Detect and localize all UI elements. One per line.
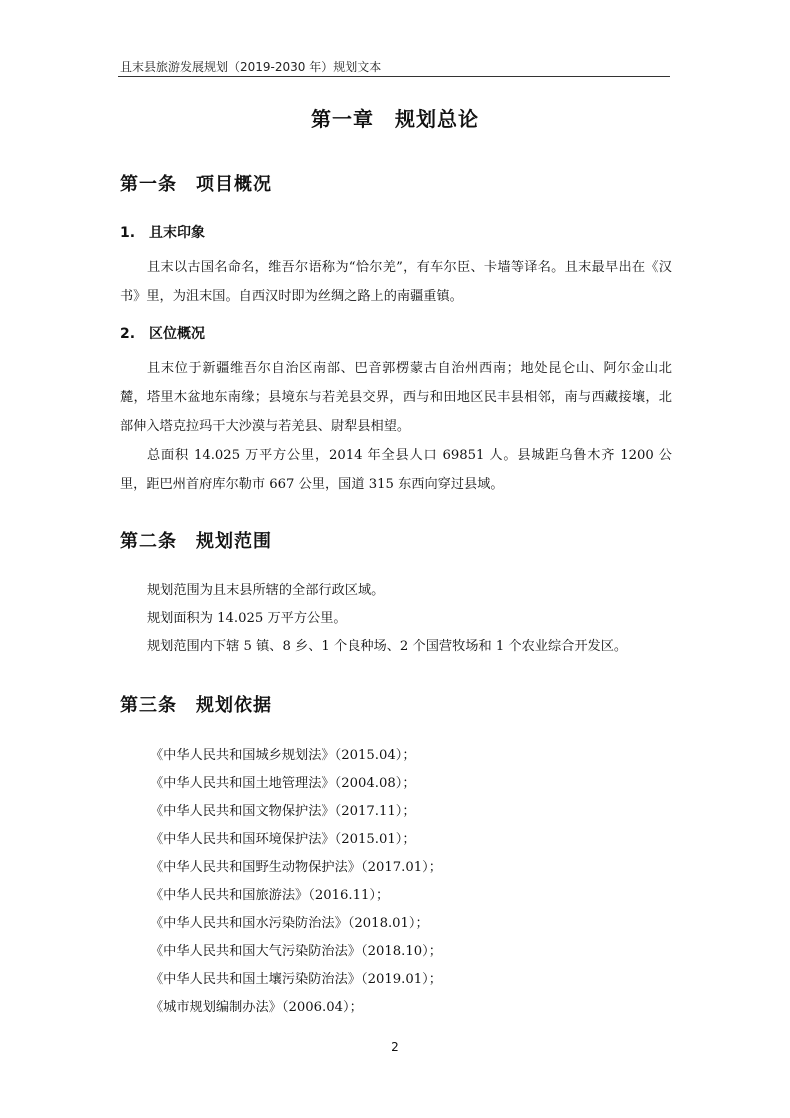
scope-line: 规划范围为且末县所辖的全部行政区域。 xyxy=(147,583,385,598)
section-2-paragraph-2: 总面积 14.025 万平方公里，2014 年全县人口 69851 人。县城距乌鲁木齐 1200 公里，距巴州首府库尔勒市 667 公里，国道 315 东西向穿过县域。 xyxy=(120,448,672,492)
law-item: 《中华人民共和国野生动物保护法》（2017.01）； xyxy=(150,860,442,875)
running-header: 且末县旅游发展规划（2019-2030 年）规划文本 xyxy=(120,60,382,74)
law-item: 《中华人民共和国旅游法》（2016.11）； xyxy=(150,888,390,903)
section-1-paragraph: 且末以古国名命名，维吾尔语称为“恰尔羌”，有车尔臣、卡墙等译名。且末最早出在《汉书》里，为沮末国。自西汉时即为丝绸之路上的南疆重镇。 xyxy=(120,260,672,304)
header-rule xyxy=(118,76,670,77)
section-1-title: 1. 且末印象 xyxy=(120,225,206,241)
section-2-paragraph-1: 且末位于新疆维吾尔自治区南部、巴音郭楞蒙古自治州西南；地处昆仑山、阿尔金山北麓，塔里木盆地东南缘；县境东与若羌县交界，西与和田地区民丰县相邻，南与西藏接壤，北部伸入塔克拉玛干大沙漠与若羌县、尉犁县相望。 xyxy=(120,361,672,434)
law-item: 《中华人民共和国大气污染防治法》（2018.10）； xyxy=(150,944,442,959)
law-item: 《中华人民共和国城乡规划法》（2015.04）； xyxy=(150,748,416,763)
law-item: 《中华人民共和国环境保护法》（2015.01）； xyxy=(150,832,416,847)
law-item: 《中华人民共和国水污染防治法》（2018.01）； xyxy=(150,916,429,931)
scope-line: 规划面积为 14.025 万平方公里。 xyxy=(147,611,347,626)
article-1-title: 第一条 项目概况 xyxy=(120,174,272,195)
page-number: 2 xyxy=(391,1040,399,1054)
chapter-title: 第一章 规划总论 xyxy=(311,107,479,131)
section-2-title: 2. 区位概况 xyxy=(120,326,206,342)
article-3-title: 第三条 规划依据 xyxy=(120,695,272,716)
article-2-title: 第二条 规划范围 xyxy=(120,531,272,552)
law-item: 《中华人民共和国土地管理法》（2004.08）； xyxy=(150,776,416,791)
scope-line: 规划范围内下辖 5 镇、8 乡、1 个良种场、2 个国营牧场和 1 个农业综合开发区。 xyxy=(147,639,628,654)
law-item: 《中华人民共和国土壤污染防治法》（2019.01）； xyxy=(150,972,442,987)
law-item: 《中华人民共和国文物保护法》（2017.11）； xyxy=(150,804,416,819)
law-item: 《城市规划编制办法》（2006.04）； xyxy=(150,1000,363,1015)
